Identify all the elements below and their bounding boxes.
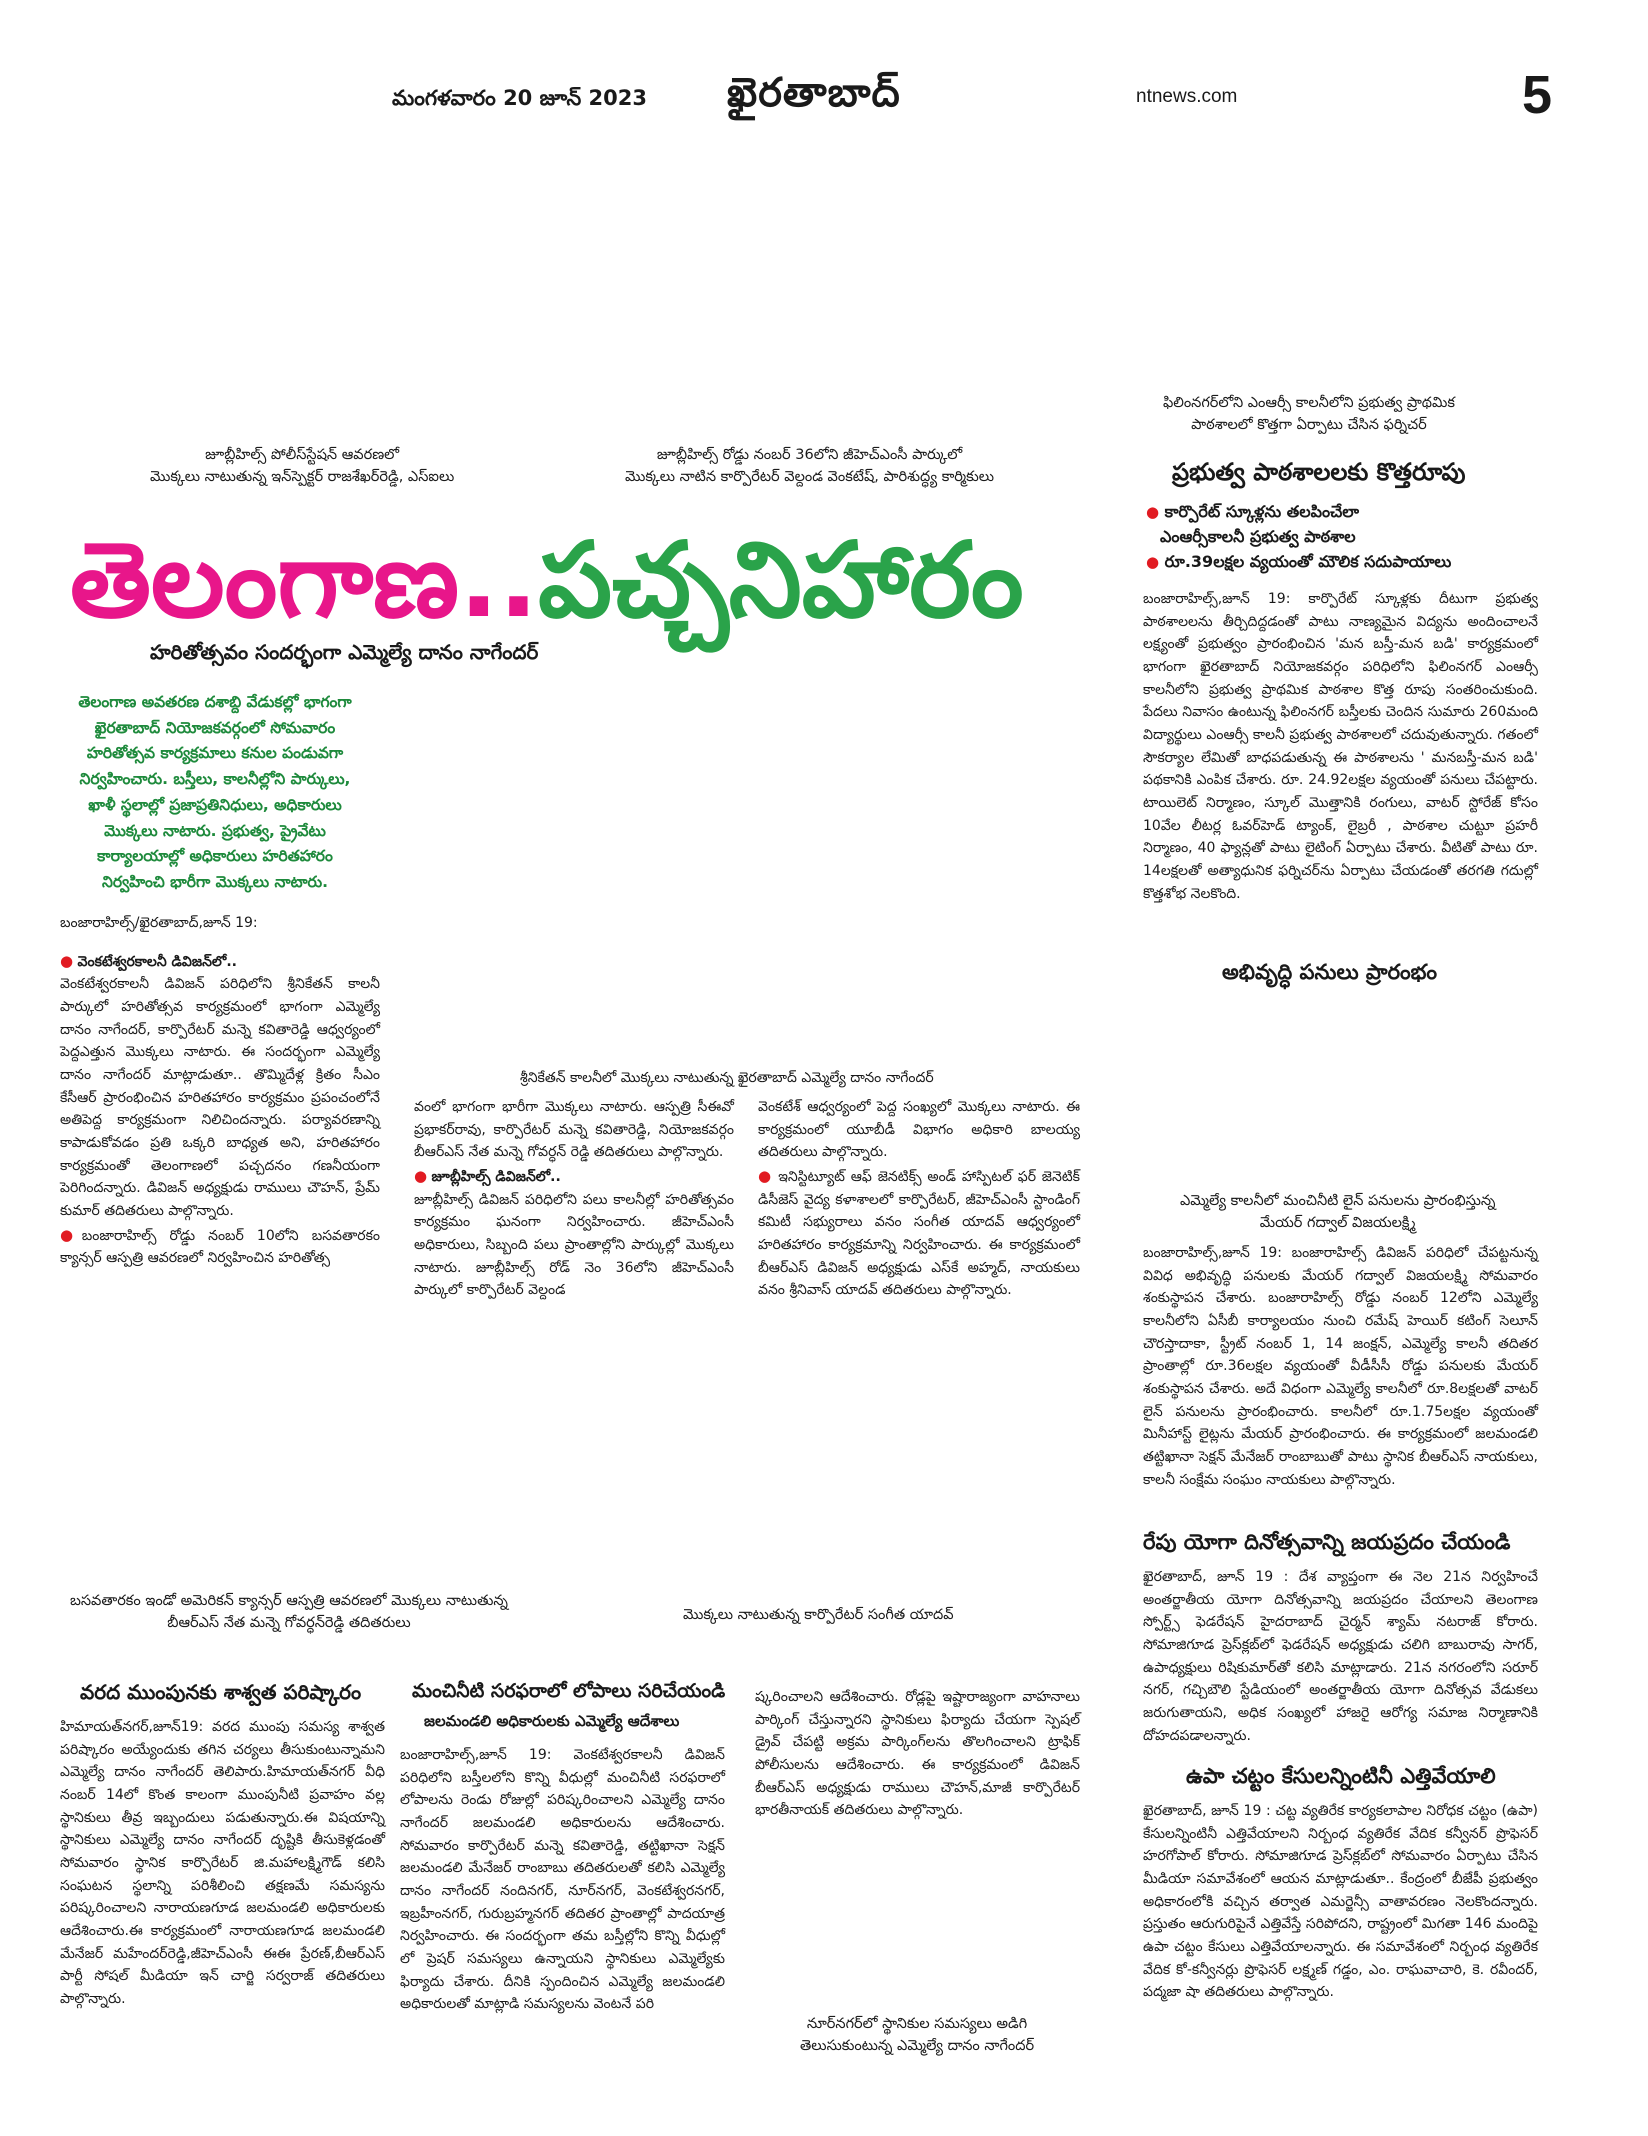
col3-text: వెంకటేశ్ ఆధ్వర్యంలో పెద్ద సంఖ్యలో మొక్కలు నాటారు. ఈ కార్యక్రమంలో యూబీడీ విభాగం అధికారి బాలయ్య తదితరులు పాల్గొన్నారు.: [758, 1099, 1080, 1161]
col1-text: వెంకటేశ్వరకాలనీ డివిజన్ పరిధిలోని శ్రీనికేతన్ కాలనీ పార్కులో హరితోత్సవ కార్యక్రమంలో భాగంగా ఎమ్మెల్యే దానం నాగేందర్, కార్పొరేటర్ మన్నె కవితారెడ్డి ఆధ్వర్యంలో పెద్దఎత్తున మొక్కలు నాటారు. ఈ సందర్భంగా ఎమ్మెల్యే దానం నాగేందర్ మాట్లాడుతూ.. తొమ్మిదేళ్ల క్రితం సీఎం కేసీఆర్ ప్రారంభించిన హరితహారం కార్యక్రమం ప్రపంచంలోనే అతిపెద్ద కార్యక్రమంగా నిలిచిందన్నారు. పర్యావరణాన్ని కాపాడుకోవడం ప్రతి ఒక్కరి బాధ్యత అని, హరితహారం కార్యక్రమంతో తెలంగాణలో పచ్చదనం గణనీయంగా పెరిగిందన్నారు. డివిజన్ అధ్యక్షుడు రాములు చౌహన్, ప్రేమ్ కుమార్ తదితరులు పాల్గొన్నారు.: [60, 976, 380, 1220]
caption-line: బసవతారకం ఇండో అమెరికన్ క్యాన్సర్ ఆస్పత్రి ఆవరణలో మొక్కలు నాటుతున్న: [70, 1593, 508, 1609]
bullet-text: కార్పొరేట్ స్కూళ్లను తలపించేలా: [1164, 502, 1359, 521]
para-text: ఇనిస్టిట్యూట్ ఆఫ్ జెనటిక్స్ అండ్ హాస్పిటల్ ఫర్ జెనెటిక్ డిసీజెస్ వైద్య కళాశాలలో కార్పొరేటర్, జీహెచ్ఎంసీ స్టాండింగ్ కమిటీ సభ్యురాలు వనం సంగీత యాదవ్ ఆధ్వర్యంలో హరితహారం కార్యక్రమాన్ని నిర్వహించారు. ఈ కార్యక్రమంలో బీఆర్ఎస్ డివిజన్ అధ్యక్షుడు ఎస్‌కే అహ్మద్, నాయకులు వనం శ్రీనివాస్ యాదవ్ తదితరులు పాల్గొన్నారు.: [758, 1169, 1080, 1299]
caption-line: మొక్కలు నాటుతున్న ఇన్‌స్పెక్టర్ రాజశేఖర్‌రెడ్డి, ఎస్ఐలు: [150, 469, 455, 486]
col2-text-b: జూబ్లీహిల్స్ డివిజన్ పరిధిలోని పలు కాలనీల్లో హరితోత్సవం కార్యక్రమం ఘనంగా నిర్వహించారు. జీహెచ్ఎంసీ అధికారులు, సిబ్బంది పలు ప్రాంతాల్లోని పార్కుల్లో మొక్కలు నాటారు. జూబ్లీహిల్స్ రోడ్ నెం 36లోని జీహెచ్ఎంసీ పార్కులో కార్పొరేటర్ వెల్దండ: [414, 1191, 734, 1299]
flood-headline: వరద ముంపునకు శాశ్వత పరిష్కారం: [80, 1680, 362, 1704]
lead-subhead: హరితోత్సవం సందర్భంగా ఎమ్మెల్యే దానం నాగేందర్: [150, 640, 539, 664]
dev-headline: అభివృద్ధి పనులు ప్రారంభం: [1222, 960, 1438, 984]
headline-part2: పచ్చనిహారం: [538, 519, 1024, 641]
water-text: బంజారాహిల్స్,జూన్ 19: వెంకటేశ్వరకాలనీ డివిజన్ పరిధిలోని బస్తీలలోని కొన్ని వీధుల్లో మంచినీటి సరఫరాలో లోపాలను రెండు రోజుల్లో పరిష్కరించాలని ఎమ్మెల్యే దానం నాగేందర్ జలమండలి అధికారులను ఆదేశించారు. సోమవారం కార్పొరేటర్ మన్నె కవితారెడ్డి, తట్టిఖానా సెక్షన్ జలమండలి మేనేజర్ రాంబాబు తదితరులతో కలిసి ఎమ్మెల్యే దానం నాగేందర్ నందినగర్, నూర్‌నగర్, వెంకటేశ్వరనగర్, ఇబ్రహీంనగర్, గురుబ్రహ్మనగర్ తదితర ప్రాంతాల్లో పాదయాత్ర నిర్వహించారు. ఈ సందర్భంగా తమ బస్తీల్లోని కొన్ని వీధుల్లో లో ప్రెషర్ సమస్యలు ఉన్నాయని స్థానికులు ఎమ్మెల్యేకు ఫిర్యాదు చేశారు. దీనికి స్పందించిన ఎమ్మెల్యే జలమండలి అధికారులతో మాట్లాడి సమస్యలను వెంటనే పరి: [400, 1747, 725, 2013]
genetics-para: [758, 1164, 1080, 1302]
section-title: ఖైరతాబాద్: [727, 70, 901, 116]
bullet-icon: ●: [414, 1167, 428, 1186]
para-text: బంజారాహిల్స్ రోడ్డు నంబర్ 10లోని బసవతారకం క్యాన్సర్ ఆస్పత్రి ఆవరణలో నిర్వహించిన హరితోత్స: [60, 1227, 380, 1267]
caption-jubilee-ps: [150, 444, 454, 489]
caption-line: బీఆర్ఎస్ నేత మన్నె గోవర్ధన్‌రెడ్డి తదితరులు: [167, 1615, 411, 1632]
caption-filmnagar-school: [1163, 392, 1455, 437]
caption-line: పాఠశాలలో కొత్తగా ఏర్పాటు చేసిన ఫర్నిచర్: [1191, 417, 1427, 434]
caption-line: ఎమ్మెల్యే కాలనీలో మంచినీటి లైన్ పనులను ప్రారంభిస్తున్న: [1180, 1193, 1496, 1209]
water-text-cont: ష్కరించాలని ఆదేశించారు. రోడ్లపై ఇష్టారాజ్యంగా వాహనాలు పార్కింగ్ చేస్తున్నారని స్థానికులు ఫిర్యాదు చేయగా స్పెషల్ డ్రైవ్ చేపట్టి అక్రమ పార్కింగ్‌లను తొలగించాలని ట్రాఫిక్ పోలీసులను ఆదేశించారు. ఈ కార్యక్రమంలో డివిజన్ బీఆర్ఎస్ అధ్యక్షుడు రాములు చౌహన్,మాజీ కార్పొరేటర్ భారతీనాయక్ తదితరులు పాల్గొన్నారు.: [755, 1689, 1080, 1819]
school-headline: ప్రభుత్వ పాఠశాలలకు కొత్తరూపు: [1172, 458, 1466, 486]
caption-srinikethan: శ్రీనికేతన్ కాలనీలో మొక్కలు నాటుతున్న ఖైరతాబాద్ ఎమ్మెల్యే దానం నాగేందర్: [520, 1070, 934, 1086]
water-headline: మంచినీటి సరఫరాలో లోపాలు సరిచేయండి: [412, 1680, 726, 1702]
bullet-icon: ●: [758, 1167, 773, 1186]
bullet-text: రూ.39లక్షల వ్యయంతో మౌలిక సదుపాయాలు: [1164, 551, 1452, 571]
yoga-text: ఖైరతాబాద్, జూన్ 19 : దేశ వ్యాప్తంగా ఈ నెల 21న నిర్వహించే అంతర్జాతీయ యోగా దినోత్సవాన్ని జయప్రదం చేయాలని తెలంగాణ స్పోర్ట్స్ ఫెడరేషన్ హైదరాబాద్ చైర్మన్ శ్యామ్ నటరాజ్ కోరారు. సోమాజిగూడ ప్రెస్‌క్లబ్‌లో ఫెడరేషన్ అధ్యక్షుడు చలిగి బాబురావు సాగర్, ఉపాధ్యక్షులు రిషికుమార్‌తో కలిసి మాట్లాడారు. 21న నగరంలోని సరూర్ నగర్, గచ్చిబౌలి స్టేడియంలో అంతర్జాతీయ యోగా దినోత్సవ వేడుకలు జరుగుతాయని, అధిక సంఖ్యలో హాజరై ఆరోగ్య సమాజ నిర్మాణానికి దోహదపడాలన్నారు.: [1143, 1569, 1538, 1744]
issue-date: మంగళవారం 20 జూన్ 2023: [392, 86, 647, 110]
bullet-icon: ●: [60, 1225, 82, 1244]
headline-part1: తెలంగాణ..: [70, 519, 539, 641]
caption-line: ఫిలింనగర్‌లోని ఎంఆర్సీ కాలనీలోని ప్రభుత్వ ప్రాథమిక: [1163, 395, 1455, 411]
caption-line: నూర్‌నగర్‌లో స్థానికుల సమస్యలు అడిగి: [806, 2016, 1028, 2032]
caption-line: మొక్కలు నాటిన కార్పొరేటర్ వెల్దండ వెంకటేష్, పారిశుద్ధ్య కార్మికులు: [625, 469, 995, 486]
caption-nursenagar: [800, 2013, 1034, 2058]
lead-column-2: [414, 1096, 734, 1302]
lead-headline: [70, 519, 1024, 641]
uapa-text: ఖైరతాబాద్, జూన్ 19 : చట్ట వ్యతిరేక కార్యకలాపాల నిరోధక చట్టం (ఉపా) కేసులన్నింటినీ ఎత్తివేయాలని నిర్బంధ వ్యతిరేక వేదిక కన్వీనర్ ప్రొఫెసర్ హరగోపాల్ కోరారు. సోమాజిగూడ ప్రెస్‌క్లబ్‌లో సోమవారం ఏర్పాటు చేసిన మీడియా సమావేశంలో ఆయన మాట్లాడుతూ.. కేంద్రంలో బీజేపీ ప్రభుత్వం అధికారంలోకి వచ్చిన తర్వాత ఎమర్జెన్సీ వాతావరణం నెలకొందన్నారు. ప్రస్తుతం ఆరుగురిపైనే ఎత్తివేస్తే సరిపోదని, రాష్ట్రంలో మిగతా 146 మందిపై ఉపా చట్టం కేసులు ఎత్తివేయాలన్నారు. ఈ సమావేశంలో నిర్బంధ వ్యతిరేక వేదిక కో-కన్వీనర్లు ప్రొఫెసర్ లక్ష్మణ్ గడ్డం, ఎం. రాఘవాచారి, కె. రవీందర్, పద్మజా షా తదితరులు పాల్గొన్నారు.: [1143, 1803, 1538, 2001]
caption-line: జూబ్లీహిల్స్ పోలీస్‌స్టేషన్ ఆవరణలో: [205, 447, 400, 463]
bullet-text-cont: ఎంఆర్సీకాలనీ ప్రభుత్వ పాఠశాల: [1160, 526, 1356, 546]
water-subhead: జలమండలి అధికారులకు ఎమ్మెల్యే ఆదేశాలు: [424, 1712, 680, 1730]
subhead-text: వెంకటేశ్వరకాలనీ డివిజన్‌లో..: [77, 953, 237, 970]
caption-line: మేయర్ గద్వాల్ విజయలక్ష్మి: [1259, 1215, 1416, 1232]
subhead-text: జూబ్లీహిల్స్ డివిజన్‌లో..: [431, 1169, 561, 1186]
caption-road36: [625, 444, 994, 489]
caption-mla-colony: [1180, 1190, 1495, 1235]
dev-text: బంజారాహిల్స్,జూన్ 19: బంజారాహిల్స్ డివిజన్ పరిధిలో చేపట్టనున్న వివిధ అభివృద్ధి పనులకు మేయర్ గద్వాల్ విజయలక్ష్మి సోమవారం శంకుస్థాపన చేశారు. బంజారాహిల్స్ రోడ్డు నంబర్ 12లోని ఎమ్మెల్యే కాలనీలోని ఏసీబీ కార్యాలయం నుంచి రమేష్ హెయిర్ కటింగ్ సెలూన్ చౌరస్తాదాకా, స్ట్రీట్ నంబర్ 1, 14 జంక్షన్, ఎమ్మెల్యే కాలనీ తదితర ప్రాంతాల్లో రూ.36లక్షల వ్యయంతో వీడీసీసీ రోడ్డు పనులకు మేయర్ శంకుస్థాపన చేశారు. అదే విధంగా ఎమ్మెల్యే కాలనీలో రూ.8లక్షలతో వాటర్ లైన్ పనులను ప్రారంభించారు. కాలనీలో రూ.1.75లక్షల వ్యయంతో మినీహాస్ట్ లైట్లను మేయర్ ప్రారంభించారు. ఈ కార్యక్రమంలో జలమండలి తట్టిఖానా సెక్షన్ మేనేజర్ రాంబాబుతో పాటు స్థానిక బీఆర్ఎస్ నాయకులు, కాలనీ సంక్షేమ సంఘం నాయకులు పాల్గొన్నారు.: [1143, 1245, 1538, 1488]
school-text: బంజారాహిల్స్,జూన్ 19: కార్పొరేట్ స్కూళ్లకు దీటుగా ప్రభుత్వ పాఠశాలలను తీర్చిదిద్దడంతో పాటు నాణ్యమైన విద్యను అందించాలనే లక్ష్యంతో ప్రభుత్వం ప్రారంభించిన 'మన బస్తీ-మన బడి' కార్యక్రమంలో భాగంగా ఖైరతాబాద్ నియోజకవర్గం పరిధిలోని ఫిలింనగర్ ఎంఆర్సీ కాలనీలోని ప్రభుత్వ ప్రాథమిక పాఠశాల కొత్త రూపు సంతరించుకుంది. పేదలు నివాసం ఉంటున్న ఫిలింనగర్ బస్తీలకు చెందిన సుమారు 260మంది విద్యార్థులు ఎంఆర్సీ కాలనీ ప్రభుత్వ పాఠశాలలో చదువుతున్నారు. గతంలో సౌకర్యాల లేమితో బాధపడుతున్న ఈ పాఠశాలను ' మనబస్తీ-మన బడి' పథకానికి ఎంపిక చేశారు. రూ. 24.92లక్షల వ్యయంతో పనులు చేపట్టారు. టాయిలెట్ నిర్మాణం, స్కూల్ మొత్తానికి రంగులు, వాటర్ స్టోరేజ్ కోసం 10వేల లీటర్ల ఓవర్‌హెడ్ ట్యాంక్, లైబ్రరీ , పాఠశాల చుట్టూ ప్రహరీ నిర్మాణం, 40 ఫ్యాన్లతో పాటు లైటింగ్ ఏర్పాటు చేశారు. వీటితో పాటు రూ. 14లక్షలతో అత్యాధునిక ఫర్నిచర్‌ను ఏర్పాటు చేయడంతో తరగతి గదుల్లో కొత్తశోభ నెలకొంది.: [1143, 591, 1538, 902]
basavatarakam-para: [60, 1223, 380, 1270]
page-number: 5: [1522, 65, 1553, 125]
subhead-venkateshwara: [60, 949, 380, 974]
caption-sangeetha: మొక్కలు నాటుతున్న కార్పొరేటర్ సంగీత యాదవ్: [683, 1607, 954, 1623]
caption-line: తెలుసుకుంటున్న ఎమ్మెల్యే దానం నాగేందర్: [800, 2038, 1035, 2055]
bullet-2: [1146, 550, 1536, 575]
bullet-icon: ●: [60, 951, 74, 970]
lead-column-1: [60, 912, 380, 1270]
caption-basavatarakam: [70, 1590, 508, 1635]
col2-text: వంలో భాగంగా భారీగా మొక్కలు నాటారు. ఆస్పత్రి సీఈవో ప్రభాకర్‌రావు, కార్పొరేటర్ మన్నె కవితారెడ్డి, నియోజకవర్గం బీఆర్ఎస్ నేత మన్నె గోవర్ధన్ రెడ్డి తదితరులు పాల్గొన్నారు.: [414, 1099, 734, 1161]
lead-intro: తెలంగాణ అవతరణ దశాబ్ది వేడుకల్లో భాగంగా ఖైరతాబాద్ నియోజకవర్గంలో సోమవారం హరితోత్సవ కార్యక్రమాలు కనుల పండువగా నిర్వహించారు. బస్తీలు, కాలనీల్లోని పార్కులు, ఖాళీ స్థలాల్లో ప్రజాప్రతినిధులు, అధికారులు మొక్కలు నాటారు. ప్రభుత్వ, ప్రైవేటు కార్యాలయాల్లో అధికారులు హరితహారం నిర్వహించి భారీగా మొక్కలు నాటారు.: [78, 693, 352, 892]
subhead-jubilee: [414, 1164, 734, 1189]
dateline: బంజారాహిల్స్/ఖైరతాబాద్,జూన్ 19:: [60, 915, 258, 931]
yoga-headline: రేపు యోగా దినోత్సవాన్ని జయప్రదం చేయండి: [1143, 1530, 1511, 1554]
school-bullets: [1146, 500, 1536, 574]
lead-column-3: [758, 1096, 1080, 1302]
site-url[interactable]: ntnews.com: [1136, 86, 1238, 107]
bullet-1: [1146, 500, 1536, 525]
bullet-icon: ●: [1146, 503, 1160, 521]
bullet-icon: ●: [1146, 552, 1160, 571]
uapa-headline: ఉపా చట్టం కేసులన్నింటినీ ఎత్తివేయాలి: [1186, 1764, 1496, 1788]
flood-text: హిమాయత్‌నగర్,జూన్19: వరద ముంపు సమస్య శాశ్వత పరిష్కారం అయ్యేందుకు తగిన చర్యలు తీసుకుంటున్నామని ఎమ్మెల్యే దానం నాగేందర్ తెలిపారు.హిమాయత్‌నగర్ వీధి నంబర్ 14లో కొంత కాలంగా ముంపునీటి ప్రవాహం వల్ల స్థానికులు తీవ్ర ఇబ్బందులు పడుతున్నారు.ఈ విషయాన్ని స్థానికులు ఎమ్మెల్యే దానం నాగేందర్ దృష్టికి తీసుకెళ్లడంతో సోమవారం స్థానిక కార్పొరేటర్ జి.మహాలక్ష్మిగౌడ్ కలిసి సంఘటన స్థలాన్ని పరిశీలించి తక్షణమే సమస్యను పరిష్కరించాలని నారాయణగూడ జలమండలి అధికారులకు ఆదేశించారు.ఈ కార్యక్రమంలో నారాయణగూడ జలమండలి మేనేజర్ మహేందర్‌రెడ్డి,జీహెచ్ఎంసీ ఈఈ ప్రేరణ్,బీఆర్ఎస్ పార్టీ సోషల్ మీడియా ఇన్ చార్జి సర్వరాజ్ తదితరులు పాల్గొన్నారు.: [60, 1719, 385, 2008]
caption-line: జూబ్లీహిల్స్ రోడ్డు నంబర్ 36లోని జీహెచ్ఎంసీ పార్కులో: [656, 447, 963, 463]
